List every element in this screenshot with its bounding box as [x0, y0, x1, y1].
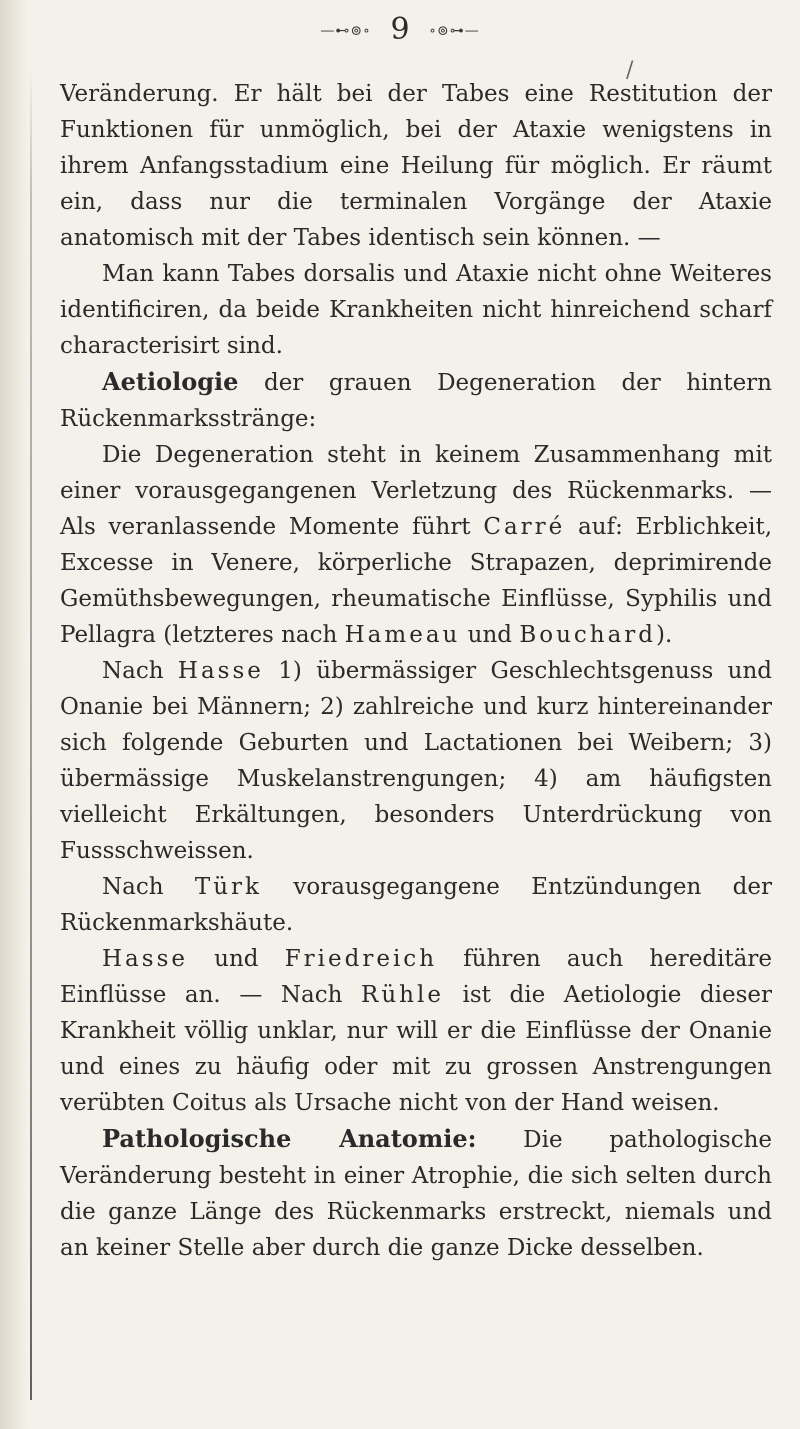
- author-hameau: Hameau: [344, 622, 461, 648]
- text-run: Nach: [102, 658, 178, 684]
- paragraph-carre: [60, 437, 772, 653]
- text-run: 1) übermässiger Geschlechtsgenuss und Onanie bei Männern; 2) zahlreiche und kurz hintereinander sich folgende Geburten und Lactationen bei Weibern; 3) übermässige Muskelanstrengungen; 4) am häufigsten vielleicht Erkältungen, besonders Unterdrückung von Fussschweissen.: [60, 658, 772, 864]
- section-heading-pathologische-anatomie: Pathologische Anatomie:: [102, 1124, 477, 1153]
- header-ornament-right: ∘⊚⊶—: [429, 23, 480, 39]
- pencil-mark: /: [626, 58, 634, 83]
- author-tuerk: Türk: [194, 874, 262, 900]
- paragraph-pathologische-anatomie: [60, 1121, 772, 1266]
- text-run: und: [188, 946, 285, 972]
- text-run: vorausgegangene Entzündungen der Rückenmarkshäute.: [60, 874, 773, 936]
- section-heading-aetiologie: Aetiologie: [102, 367, 239, 396]
- text-run: Die pathologische Veränderung besteht in einer Atrophie, die sich selten durch die ganze Länge des Rückenmarks erstreckt, niemals und an keiner Stelle aber durch die ganze Dicke desselben.: [60, 1127, 772, 1261]
- paragraph-tuerk: [60, 869, 772, 941]
- author-bouchard: Bouchard: [519, 622, 657, 648]
- paragraph-friedreich-ruehle: [60, 941, 772, 1121]
- text-run: ist die Aetiologie dieser Krankheit völlig unklar, nur will er die Einflüsse der Onanie und eines zu häufig oder mit zu grossen Anstrengungen verübten Coitus als Ursache nicht von der Hand weisen.: [60, 982, 772, 1116]
- text-run: und: [460, 622, 520, 648]
- text-run: Die Degeneration steht in keinem Zusammenhang mit einer vorausgegangenen Verletzung des Rückenmarks. — Als veranlassende Momente führt: [60, 442, 772, 540]
- paragraph-tabes-ataxie: Man kann Tabes dorsalis und Ataxie nicht ohne Weiteres identificiren, da beide Krankheiten nicht hinreichend scharf characterisirt sind.: [60, 261, 772, 359]
- paragraph-aetiologie-heading: [60, 364, 772, 437]
- text-run: führen auch hereditäre Einflüsse an. — Nach: [60, 946, 772, 1008]
- author-friedreich: Friedreich: [284, 946, 438, 972]
- binding-gutter: [30, 70, 32, 1400]
- aetiologie-heading-text: der grauen Degeneration der hintern Rückenmarksstränge:: [60, 370, 772, 432]
- page-body: [60, 76, 772, 1266]
- text-run: auf: Erblichkeit, Excesse in Venere, körperliche Strapazen, deprimirende Gemüthsbewegungen, rheumatische Einflüsse, Syphilis und Pellagra (letzteres nach: [60, 514, 772, 648]
- header-ornament-left: —⊷⊚∘: [320, 23, 371, 39]
- text-run: ).: [656, 622, 673, 648]
- author-hasse: Hasse: [177, 658, 264, 684]
- paragraph-hasse: [60, 653, 772, 869]
- author-carre: Carré: [483, 514, 566, 540]
- scan-margin-shadow: [0, 0, 28, 1429]
- page-header: [0, 12, 800, 49]
- author-hasse-2: Hasse: [102, 946, 188, 972]
- paragraph-continuation: Veränderung. Er hält bei der Tabes eine Restitution der Funktionen für unmöglich, bei der Ataxie wenigstens in ihrem Anfangsstadium eine Heilung für möglich. Er räumt ein, dass nur die terminalen Vorgänge der Ataxie anatomisch mit der Tabes identisch sein können. —: [60, 81, 772, 251]
- author-ruehle: Rühle: [361, 982, 444, 1008]
- text-run: Nach: [102, 874, 195, 900]
- page-number: 9: [390, 12, 410, 47]
